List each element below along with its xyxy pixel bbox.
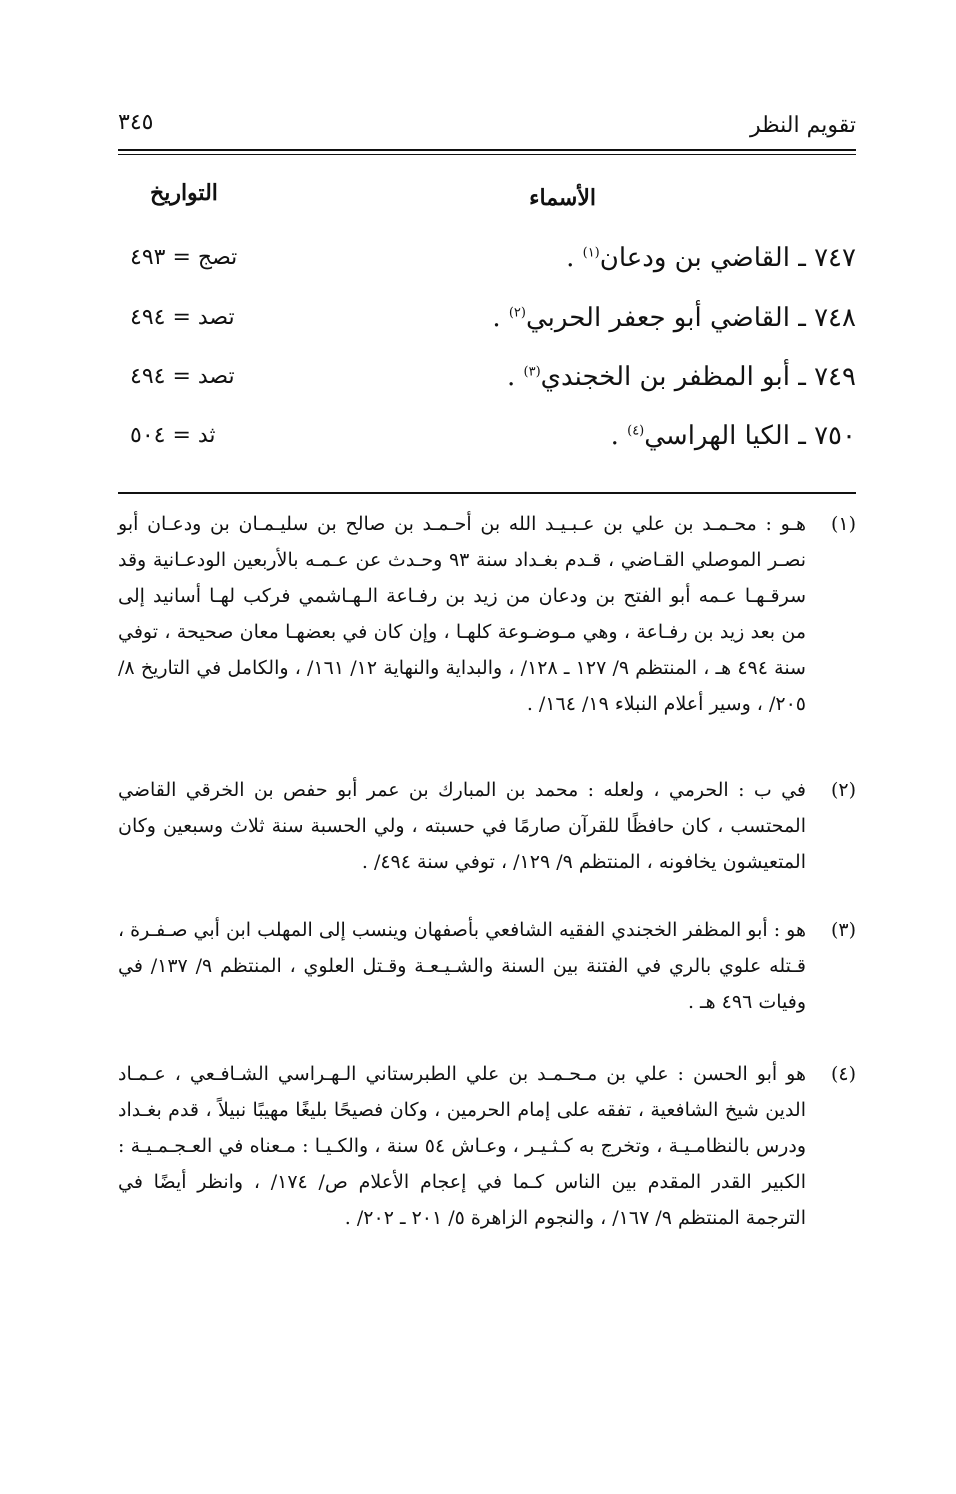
footnote [118,912,856,1020]
entry-row [118,362,856,412]
footnote-number: (٤) [830,1063,856,1085]
footnote-text: في ب : الحرمي ، ولعله : محمد بن المبارك بن عمر أبو حفص بن الخرقي القاضي المحتسب ، كان حافظًا للقرآن صارمًا في حسبته ، ولي الحسبة سنة ثلاث وسبعين وكان المتعيشون يخافونه ، المنتظم ٩/ ١٢٩/ ، توفي سنة ٤٩٤/ . [118,779,807,873]
footnote [118,1056,856,1236]
footnote-ref: (١) [582,245,600,261]
footnote-ref: (٣) [523,364,541,380]
footnote-number: (٢) [830,779,856,801]
entry-row [118,421,856,471]
header-rule [118,149,856,151]
running-header-title: تقويم النظر [749,113,856,138]
entry-name: ٧٥٠ ـ الكيا الهراسي$^{(٤)}$ . [610,421,856,451]
footnote-text: هو : أبو المظفر الخجندي الفقيه الشافعي بأصفهان وينسب إلى المهلب ابن أبي صـفـرة ، قـتله علوي بالري في الفتنة بين السنة والشـيـعـة وقـتل العلوي ، المنتظم ٩/ ١٣٧/ في وفيات ٤٩٦ هـ . [118,919,806,1013]
page-number: ٣٤٥ [118,110,154,135]
entry-name: ٧٤٨ ـ القاضي أبو جعفر الحربي$^{(٢)}$ . [492,303,856,333]
header-rule-thin [118,154,856,155]
footnote-number: (١) [830,513,856,535]
entry-date: ثد = ٥٠٤ [130,423,216,448]
entry-date: تصد = ٤٩٤ [130,364,235,389]
footnote-text: هـو : محـمـد بن علي بن عـبـيـد الله بن أحـمـد بن صالح بن سليـمـان بن ودعـان أبو نصـر الموصلي القـاضي ، قـدم بغـداد سنة ٩٣ وحـدث عن عـمـه بالأربعين الودعـانية وقد سرقـهـا عـمه أبو الفتح بن ودعان من زيد بن رفـاعة الـهـاشمي فركب لهـا أسانيد إلى من بعد زيد بن رفـاعة ، وهي مـوضـوعة كلهـا ، وإن كان في بعضهـا معان صحيحة ، توفي سنة ٤٩٤ هـ ، المنتظم ٩/ ١٢٧ ـ ١٢٨/ ، والبداية والنهاية ١٢/ ١٦١/ ، والكامل في التاريخ ٨/ ٢٠٥/ ، وسير أعلام النبلاء ١٩/ ١٦٤/ . [118,513,806,715]
footnote-ref: (٢) [508,305,526,321]
entry-date: تصج = ٤٩٣ [130,245,238,270]
column-heading-names: الأسماء [529,185,596,211]
footnote [118,772,856,880]
entry-row [118,303,856,353]
entry-row [118,243,856,293]
entry-name: ٧٤٩ ـ أبو المظفر بن الخجندي$^{(٣)}$ . [507,362,856,392]
entry-name: ٧٤٧ ـ القاضي بن ودعان$^{(١)}$ . [566,243,856,273]
footnote-separator [118,492,856,494]
footnote [118,506,856,722]
footnote-number: (٣) [830,919,856,941]
column-heading-dates: التواريخ [150,180,218,206]
footnote-ref: (٤) [627,423,645,439]
footnote-text: هو أبو الحسن : علي بن مـحـمـد بن علي الطبرستاني الـهـراسي الشـافـعي ، عـمـاد الدين شيخ الشافعية ، تفقه على إمام الحرمين ، وكان فصيحًا بليغًا مهيبًا نبيلاً ، قدم بغـداد ودرس بالنظامـيـة ، وتخرج به كـثـيـر ، وعـاش ٥٤ سنة ، والكـيـا : مـعناه في العـجـمـيـة : الكبير القدر المقدم بين الناس كـما في إعجام الأعلام ص/ ١٧٤/ ، وانظر أيضًا في الترجمة المنتظم ٩/ ١٦٧/ ، والنجوم الزاهرة ٥/ ٢٠١ ـ ٢٠٢/ . [118,1063,806,1229]
entry-date: تصد = ٤٩٤ [130,305,235,330]
